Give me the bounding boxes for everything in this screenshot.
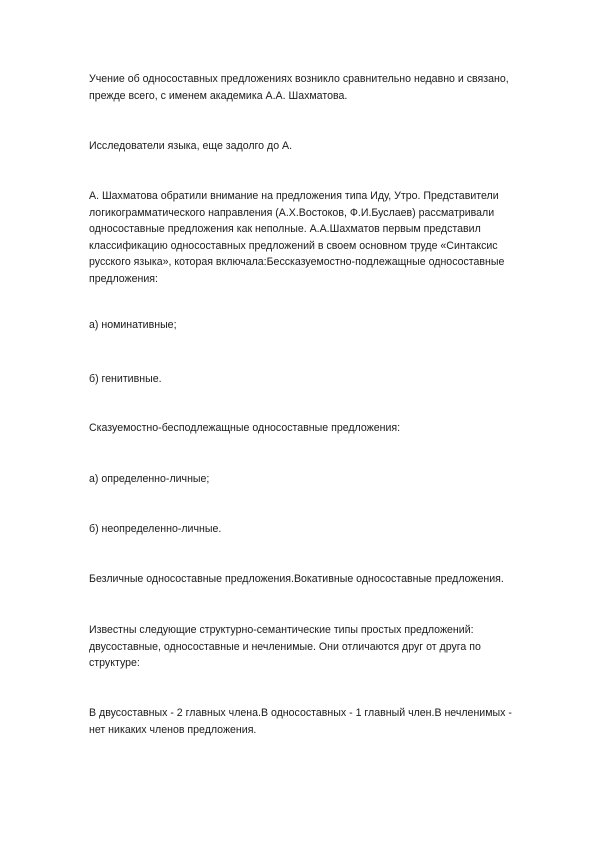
list-item-genitive: б) генитивные. [89,373,162,385]
list-item-definite-personal: а) определенно-личные; [89,473,210,485]
list-item-nominative: а) номинативные; [89,319,177,331]
paragraph-impersonal-vocative: Безличные односоставные предложения.Вокативные односоставные предложения. [89,573,504,585]
paragraph-predicate-subjectless: Сказуемостно-бесподлежащные односоставные предложения: [89,422,401,434]
paragraph-researchers: Исследователи языка, еще задолго до А. [89,140,293,152]
paragraph-structural-types: Известны следующие структурно-семантические типы простых предложений: двусоставные, односоставные и нечленимые. Они отличаются друг от друга по структуре: [89,624,481,669]
paragraph-intro: Учение об односоставных предложениях возникло сравнительно недавно и связано, прежде всего, с именем академика А.А. Шахматова. [89,73,509,102]
paragraph-shakhmatov-classification: А. Шахматова обратили внимание на предложения типа Иду, Утро. Представители логикограмматического направления (А.Х.Востоков, Ф.И.Буслаев) рассматривали односоставные предложения как неполные. А.А.Шахматов первым представил классификацию односоставных предложений в своем основном труде «Синтаксис русского языка», которая включала:Бессказуемостно-подлежащные односоставные предложения: [89,190,505,285]
list-item-indefinite-personal: б) неопределенно-личные. [89,523,222,535]
paragraph-members-summary: В двусоставных - 2 главных члена.В односоставных - 1 главный член.В нечленимых - нет никаких членов предложения. [89,707,512,736]
